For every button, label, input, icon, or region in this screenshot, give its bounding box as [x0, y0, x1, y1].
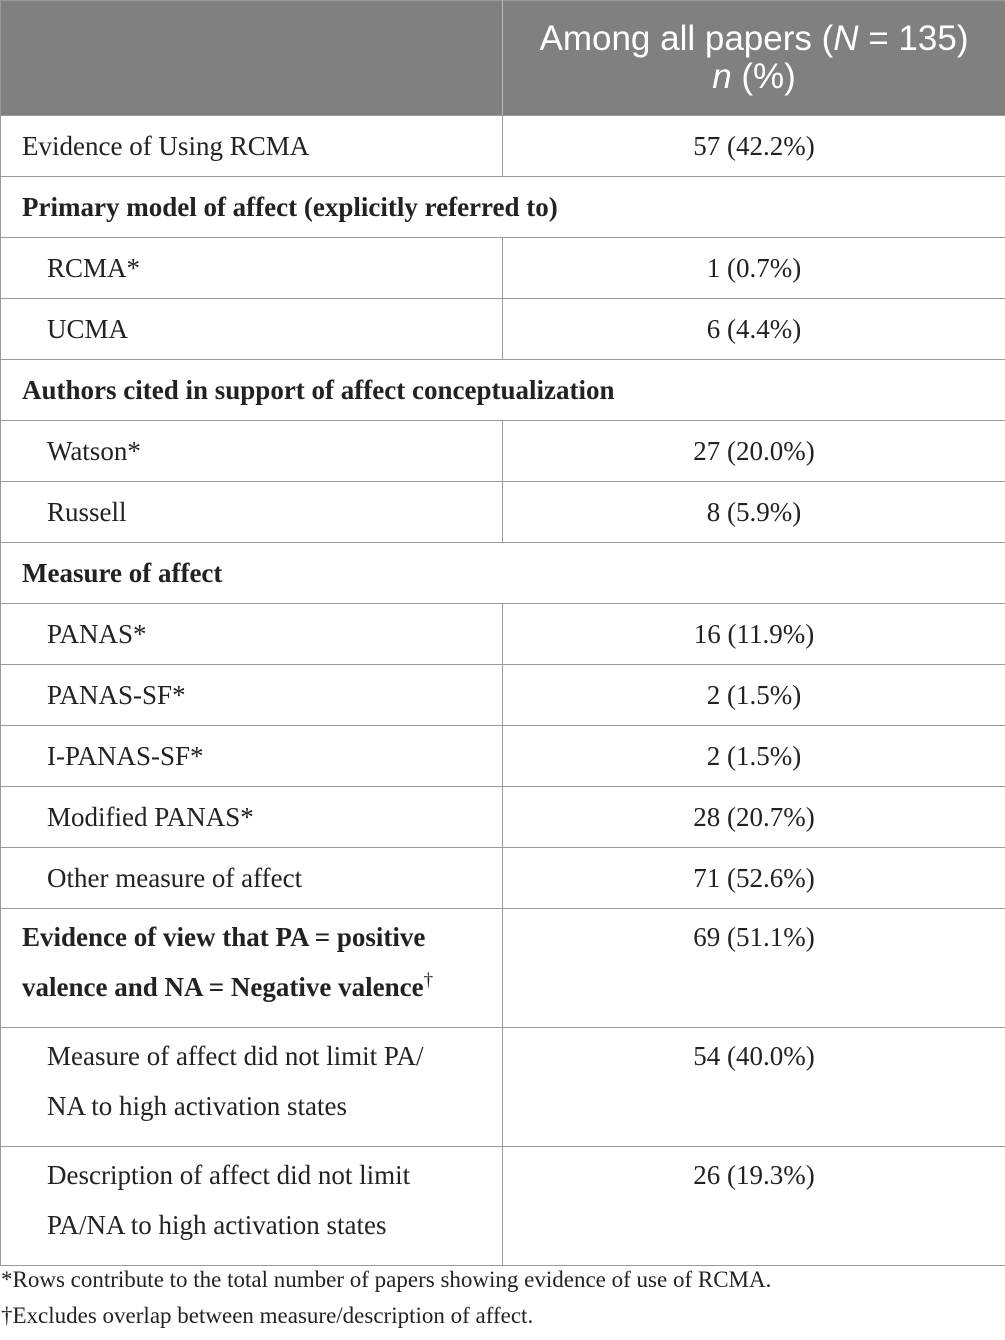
row-label: PANAS* — [1, 604, 503, 665]
row-label: Other measure of affect — [1, 848, 503, 909]
table-row — [1, 421, 1005, 482]
table-row — [1, 238, 1005, 299]
footnote-asterisk: *Rows contribute to the total number of papers showing evidence of use of RCMA. — [1, 1267, 772, 1292]
row-label: Measure of affect did not limit PA/ NA to high activation states — [1, 1028, 503, 1147]
row-value: 2 (1.5%) — [503, 726, 1005, 787]
row-label: Evidence of Using RCMA — [1, 116, 503, 177]
table-row — [1, 299, 1005, 360]
row-label: PANAS-SF* — [1, 665, 503, 726]
section-row — [1, 543, 1005, 604]
row-label: Modified PANAS* — [1, 787, 503, 848]
row-value: 54 (40.0%) — [503, 1028, 1005, 1147]
header-row — [1, 1, 1005, 116]
table-row — [1, 116, 1005, 177]
table-row — [1, 665, 1005, 726]
table-row — [1, 848, 1005, 909]
row-label: Description of affect did not limit PA/NA to high activation states — [1, 1147, 503, 1266]
row-label: RCMA* — [1, 238, 503, 299]
section-heading: Primary model of affect (explicitly referred to) — [1, 177, 1005, 238]
row-value: 28 (20.7%) — [503, 787, 1005, 848]
header-line-2: n (%) — [712, 57, 796, 96]
row-value: 16 (11.9%) — [503, 604, 1005, 665]
table-row — [1, 787, 1005, 848]
row-value: 8 (5.9%) — [503, 482, 1005, 543]
header-papers-column — [503, 1, 1005, 116]
table-row — [1, 1147, 1005, 1266]
table-row — [1, 909, 1005, 1028]
row-label: Russell — [1, 482, 503, 543]
row-label: UCMA — [1, 299, 503, 360]
row-value: 27 (20.0%) — [503, 421, 1005, 482]
section-heading: Authors cited in support of affect conceptualization — [1, 360, 1005, 421]
header-line-1: Among all papers (N = 135) — [539, 19, 969, 58]
row-value: 1 (0.7%) — [503, 238, 1005, 299]
row-value: 69 (51.1%) — [503, 909, 1005, 1028]
row-label: Watson* — [1, 421, 503, 482]
section-row — [1, 360, 1005, 421]
table-row — [1, 604, 1005, 665]
row-label: I-PANAS-SF* — [1, 726, 503, 787]
footnote-dagger: †Excludes overlap between measure/description of affect. — [1, 1303, 534, 1328]
section-row — [1, 177, 1005, 238]
row-value: 26 (19.3%) — [503, 1147, 1005, 1266]
dagger-mark: † — [423, 970, 434, 991]
header-empty-cell — [1, 1, 503, 116]
row-value: 6 (4.4%) — [503, 299, 1005, 360]
row-value: 2 (1.5%) — [503, 665, 1005, 726]
table-row — [1, 1028, 1005, 1147]
row-label: Evidence of view that PA = positive valence and NA = Negative valence† — [1, 909, 503, 1028]
section-heading: Measure of affect — [1, 543, 1005, 604]
row-value: 57 (42.2%) — [503, 116, 1005, 177]
table-row — [1, 726, 1005, 787]
row-value: 71 (52.6%) — [503, 848, 1005, 909]
table-row — [1, 482, 1005, 543]
